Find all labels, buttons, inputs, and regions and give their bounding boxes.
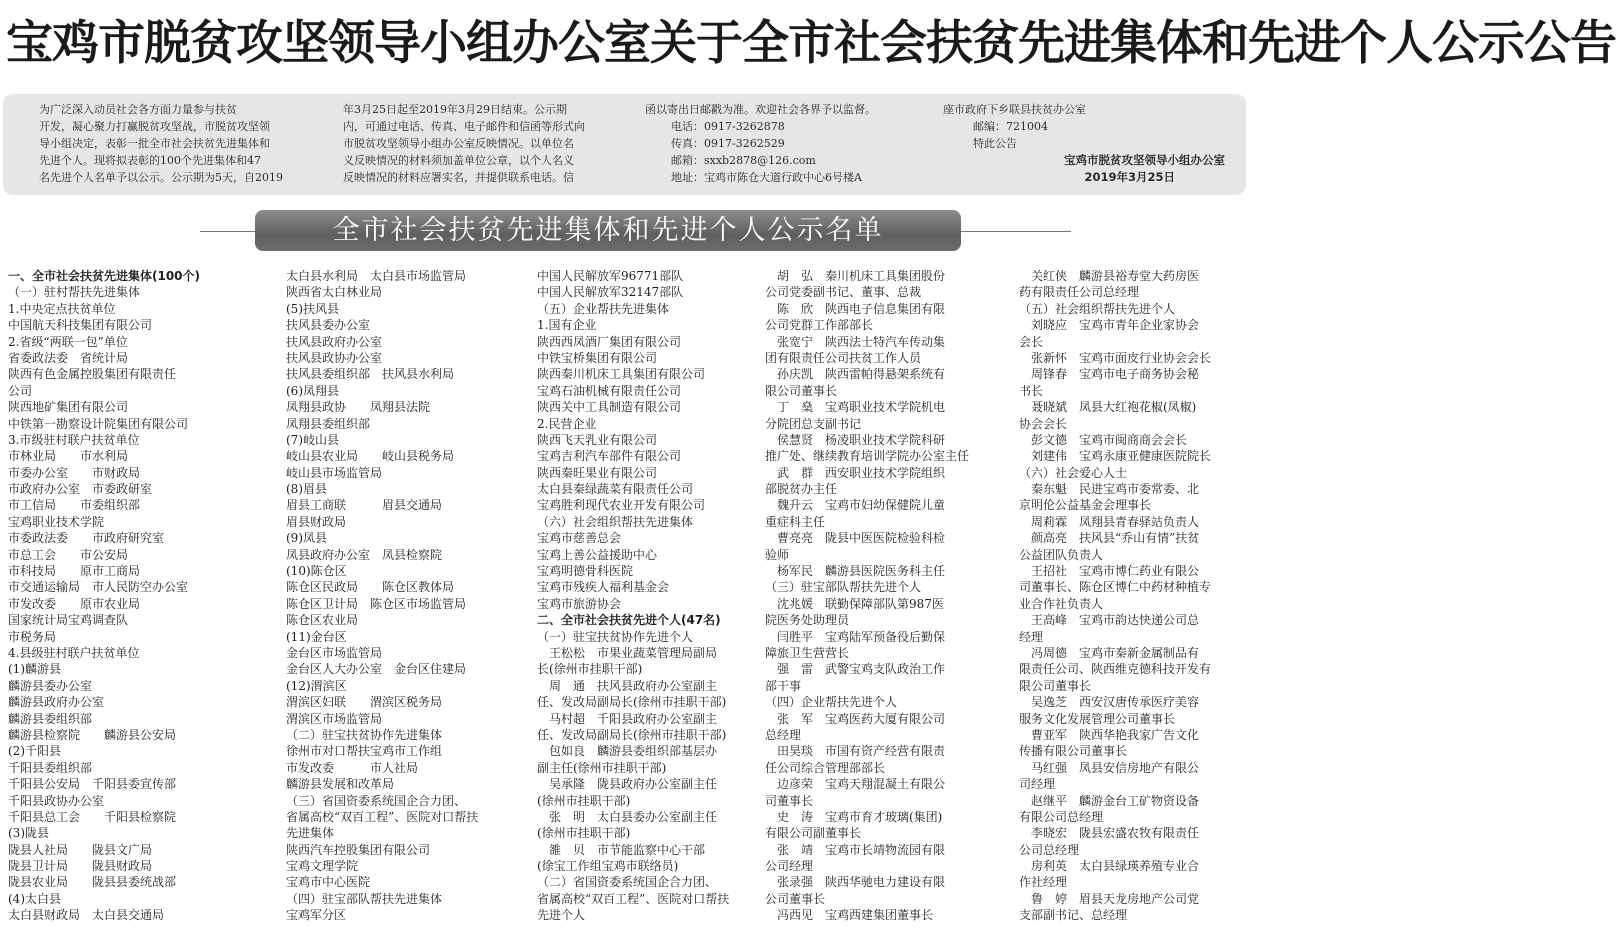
- list-line: 王招社 宝鸡市博仁药业有限公: [1019, 564, 1200, 579]
- notice-closing: 特此公告: [973, 137, 1017, 150]
- list-line: 彭文德 宝鸡市闽商商会会长: [1019, 432, 1188, 447]
- list-line: 张宽宁 陕西法士特汽车传动集: [765, 334, 946, 349]
- list-line: 强 雷 武警宝鸡支队政治工作: [765, 662, 946, 677]
- notice-line: 内，可通过电话、传真、电子邮件和信函等形式向: [343, 120, 585, 133]
- list-column-3: [537, 268, 759, 924]
- list-line: (12)渭滨区: [286, 678, 347, 693]
- list-line: 宝鸡石油机械有限责任公司: [537, 383, 682, 398]
- list-line: 省委政法委 省统计局: [8, 350, 129, 365]
- list-line: (4)太白县: [8, 891, 61, 906]
- list-line: 宝鸡明德骨科医院: [537, 564, 634, 579]
- list-line: 张 明 太白县委办公室副主任: [537, 809, 718, 824]
- list-line: 李晓宏 陇县宏盛农牧有限责任: [1019, 826, 1200, 841]
- list-line: 凤县政府办公室 凤县检察院: [286, 547, 443, 562]
- list-column-1: [8, 268, 258, 924]
- list-line: 王松松 市果业蔬菜管理局副局: [537, 645, 718, 660]
- list-line: 有限公司副董事长: [765, 826, 862, 841]
- list-line: 眉县工商联 眉县交通局: [286, 498, 443, 513]
- list-line: (11)金台区: [286, 629, 347, 644]
- list-line: 关红侠 麟游县裕寿堂大药房医: [1019, 269, 1200, 283]
- notice-signer: 宝鸡市脱贫攻坚领导小组办公室: [1064, 153, 1225, 167]
- list-line: 宝鸡文理学院: [286, 859, 359, 874]
- section-banner: 全市社会扶贫先进集体和先进个人公示名单: [255, 210, 961, 251]
- list-line: 千阳县公安局 千阳县委宣传部: [8, 777, 177, 792]
- section-heading: 二、全市社会扶贫先进个人(47名): [537, 613, 721, 628]
- notice-line: 名先进个人名单予以公示。公示期为5天，自2019: [39, 171, 283, 184]
- list-line: 中国人民解放军96771部队: [537, 269, 684, 283]
- notice-line: 函以寄出日邮戳为准。欢迎社会各界予以监督。: [645, 103, 876, 116]
- list-line: 中国人民解放军32147部队: [537, 285, 684, 300]
- notice-line: 反映情况的材料应署实名，并提供联系电话。信: [343, 171, 574, 184]
- list-line: 1.中央定点扶贫单位: [8, 301, 116, 316]
- list-line: (5)扶风县: [286, 301, 339, 316]
- banner-rule-left: [200, 231, 255, 232]
- list-line: 陕西飞天乳业有限公司: [537, 432, 658, 447]
- list-line: 服务文化发展管理公司董事长: [1019, 711, 1176, 726]
- list-line: 马红强 凤县安信房地产有限公: [1019, 760, 1200, 775]
- list-line: (徐宝工作组宝鸡市联络员): [537, 859, 679, 874]
- notice-col-3: [645, 101, 925, 186]
- list-line: 省属高校“双百工程”、医院对口帮扶: [286, 809, 479, 824]
- list-line: 边彦荣 宝鸡天翔混凝土有限公: [765, 777, 946, 792]
- list-line: 王高峰 宝鸡市韵达快递公司总: [1019, 613, 1200, 628]
- list-line: 部干事: [765, 678, 802, 693]
- notice-col-1: [39, 101, 319, 186]
- section-heading: 一、全市社会扶贫先进集体(100个): [8, 269, 201, 283]
- list-line: 副主任(徐州市挂职干部): [537, 760, 667, 775]
- list-line: 公司总经理: [1019, 842, 1080, 857]
- list-line: 扶风县委办公室: [286, 318, 371, 333]
- list-line: 渭滨区妇联 渭滨区税务局: [286, 695, 443, 710]
- list-line: 司董事长: [765, 793, 814, 808]
- list-line: 市工信局 市委组织部: [8, 498, 141, 513]
- list-line: 太白县财政局 太白县交通局: [8, 908, 165, 923]
- list-line: 宝鸡市残疾人福利基金会: [537, 580, 670, 595]
- list-line: 刘晓应 宝鸡市青年企业家协会: [1019, 318, 1200, 333]
- list-line: 冯周德 宝鸡市秦新金属制品有: [1019, 645, 1200, 660]
- list-line: 中国航天科技集团有限公司: [8, 318, 153, 333]
- list-line: 眉县财政局: [286, 514, 347, 529]
- list-line: 宝鸡上善公益援助中心: [537, 547, 658, 562]
- list-line: 丁 燊 宝鸡职业技术学院机电: [765, 400, 946, 415]
- list-line: （一）驻宝扶贫协作先进个人: [537, 629, 694, 644]
- list-line: 公益团队负责人: [1019, 547, 1104, 562]
- list-line: 限责任公司、陕西维克德科技开发有: [1019, 662, 1212, 677]
- list-line: (徐州市挂职干部): [537, 826, 631, 841]
- list-line: 凤翔县政协 凤翔县法院: [286, 400, 431, 415]
- notice-line: 导小组决定，表彰一批全市社会扶贫先进集体和: [39, 137, 270, 150]
- list-line: 扶风县政府办公室: [286, 334, 383, 349]
- list-line: （一）驻村帮扶先进集体: [8, 285, 141, 300]
- list-line: 徐州市对口帮扶宝鸡市工作组: [286, 744, 443, 759]
- list-line: 千阳县委组织部: [8, 760, 93, 775]
- list-line: 经理: [1019, 629, 1044, 644]
- notice-line: 为广泛深入动员社会各方面力量参与扶贫: [39, 103, 237, 116]
- list-line: 太白县秦绿蔬菜有限责任公司: [537, 482, 694, 497]
- list-line: 陇县人社局 陇县文广局: [8, 842, 153, 857]
- list-line: 颜高亮 扶风县“乔山有情”扶贫: [1019, 531, 1200, 546]
- list-line: 周锋春 宝鸡市电子商务协会秘: [1019, 367, 1200, 382]
- list-line: 公司: [8, 383, 33, 398]
- list-line: 协会会长: [1019, 416, 1068, 431]
- list-line: 长(徐州市挂职干部): [537, 662, 643, 677]
- notice-line: 市脱贫攻坚领导小组办公室反映情况。以单位名: [343, 137, 574, 150]
- list-line: 吴逸芝 西安汉唐传承医疗美容: [1019, 695, 1200, 710]
- list-line: 麟游县委办公室: [8, 678, 93, 693]
- notice-email: 邮箱：sxxb2878@126.com: [671, 154, 816, 167]
- list-line: 市税务局: [8, 629, 57, 644]
- list-line: 3.市级驻村联户扶贫单位: [8, 432, 140, 447]
- list-line: 任、发改局副局长(徐州市挂职干部): [537, 695, 727, 710]
- list-line: 陈 欣 陕西电子信息集团有限: [765, 301, 946, 316]
- list-line: 陕西秦川机床工具集团有限公司: [537, 367, 706, 382]
- list-line: 业合作社负责人: [1019, 596, 1104, 611]
- list-line: 金台区市场监管局: [286, 645, 383, 660]
- list-line: （六）社会组织帮扶先进集体: [537, 514, 694, 529]
- notice-col-2: [343, 101, 623, 186]
- list-line: 先进个人: [537, 908, 586, 923]
- list-line: 太白县水利局 太白县市场监管局: [286, 269, 467, 283]
- list-line: 陕西地矿集团有限公司: [8, 400, 129, 415]
- list-line: 有限公司总经理: [1019, 809, 1104, 824]
- notice-date: 2019年3月25日: [1084, 170, 1175, 184]
- list-line: （三）省国资委系统国企合力团、: [286, 793, 467, 808]
- list-line: 胡 弘 秦川机床工具集团股份: [765, 269, 946, 283]
- list-line: 传播有限公司董事长: [1019, 744, 1128, 759]
- list-line: 障旅卫生营营长: [765, 645, 850, 660]
- notice-address: 地址：宝鸡市陈仓大道行政中心6号楼A: [671, 171, 862, 184]
- list-column-5: [1019, 268, 1249, 924]
- list-line: 陈仓区卫计局 陈仓区市场监管局: [286, 596, 467, 611]
- list-line: 金台区人大办公室 金台区住建局: [286, 662, 467, 677]
- list-line: 市发改委 原市农业局: [8, 596, 141, 611]
- list-line: 总经理: [765, 727, 802, 742]
- list-line: 侯慧贤 杨凌职业技术学院科研: [765, 432, 946, 447]
- list-line: (2)千阳县: [8, 744, 61, 759]
- list-line: 任、发改局副局长(徐州市挂职干部): [537, 727, 727, 742]
- list-line: 聂晓斌 凤县大红袍花椒(凤椒): [1019, 400, 1197, 415]
- list-line: (9)凤县: [286, 531, 327, 546]
- list-line: 闫胜平 宝鸡陆军预备役后勤保: [765, 629, 946, 644]
- list-line: 陕西汽车控股集团有限公司: [286, 842, 431, 857]
- list-line: 宝鸡军分区: [286, 908, 347, 923]
- list-line: 公司党群工作部部长: [765, 318, 874, 333]
- list-line: 赵继平 麟游金台工矿物资设备: [1019, 793, 1200, 808]
- list-line: 宝鸡市中心医院: [286, 875, 371, 890]
- list-line: 市林业局 市水利局: [8, 449, 129, 464]
- list-line: 麟游县检察院 麟游县公安局: [8, 727, 177, 742]
- list-line: 张新怀 宝鸡市面皮行业协会会长: [1019, 350, 1212, 365]
- list-line: (6)凤翔县: [286, 383, 339, 398]
- list-line: 药有限责任公司总经理: [1019, 285, 1140, 300]
- list-line: 魏升云 宝鸡市妇幼保健院儿童: [765, 498, 946, 513]
- list-line: 公司董事长: [765, 891, 826, 906]
- list-line: 麟游县发展和改革局: [286, 777, 395, 792]
- list-line: (徐州市挂职干部): [537, 793, 631, 808]
- list-line: （五）企业帮扶先进集体: [537, 301, 670, 316]
- list-line: 张 靖 宝鸡市长靖物流园有限: [765, 842, 946, 857]
- list-line: 部脱贫办主任: [765, 482, 838, 497]
- list-line: 任公司综合管理部部长: [765, 760, 886, 775]
- list-line: 市发改委 市人社局: [286, 760, 419, 775]
- banner-rule-right: [961, 231, 1071, 232]
- list-line: 重症科主任: [765, 514, 826, 529]
- list-line: 中铁宝桥集团有限公司: [537, 350, 658, 365]
- list-line: 扶风县政协办公室: [286, 350, 383, 365]
- list-line: 渭滨区市场监管局: [286, 711, 383, 726]
- list-line: 曹亚军 陕西华艳我家广告文化: [1019, 727, 1200, 742]
- list-line: 秦东魁 民进宝鸡市委常委、北: [1019, 482, 1200, 497]
- list-line: （二）驻宝扶贫协作先进集体: [286, 727, 443, 742]
- list-line: 张录强 陕西华驰电力建设有限: [765, 875, 946, 890]
- list-line: (3)陇县: [8, 826, 49, 841]
- list-line: 麟游县政府办公室: [8, 695, 105, 710]
- list-line: 雒 贝 市节能监察中心干部: [537, 842, 706, 857]
- list-line: 史 涛 宝鸡市育才玻璃(集团): [765, 809, 943, 824]
- list-line: 市委政法委 市政府研究室: [8, 531, 165, 546]
- list-line: 刘建伟 宝鸡永康亚健康医院院长: [1019, 449, 1212, 464]
- list-line: 岐山县市场监管局: [286, 465, 383, 480]
- list-line: 凤翔县委组织部: [286, 416, 371, 431]
- list-line: 国家统计局宝鸡调查队: [8, 613, 129, 628]
- list-line: 作社经理: [1019, 875, 1068, 890]
- list-line: 千阳县政协办公室: [8, 793, 105, 808]
- list-line: (7)岐山县: [286, 432, 339, 447]
- list-line: 验师: [765, 547, 790, 562]
- list-line: 市政府办公室 市委政研室: [8, 482, 153, 497]
- list-line: 包如良 麟游县委组织部基层办: [537, 744, 718, 759]
- list-line: 限公司董事长: [1019, 678, 1092, 693]
- list-line: 鲁 婷 眉县天龙房地产公司党: [1019, 891, 1200, 906]
- notice-line: 义反映情况的材料须加盖单位公章，以个人名义: [343, 154, 574, 167]
- list-line: 周莉霖 凤翔县青春驿站负责人: [1019, 514, 1200, 529]
- list-line: 京明伦公益基金会理事长: [1019, 498, 1152, 513]
- list-line: 陕西有色金属控股集团有限责任: [8, 367, 177, 382]
- list-line: 宝鸡市旅游协会: [537, 596, 622, 611]
- list-line: 省属高校“双百工程”、医院对口帮扶: [537, 891, 730, 906]
- list-line: 陕西秦旺果业有限公司: [537, 465, 658, 480]
- list-line: 冯西见 宝鸡西建集团董事长: [765, 908, 934, 923]
- list-line: 陈仓区农业局: [286, 613, 359, 628]
- list-line: 吴承隆 陇县政府办公室副主任: [537, 777, 718, 792]
- list-line: 书长: [1019, 383, 1044, 398]
- list-line: 市总工会 市公安局: [8, 547, 129, 562]
- list-line: 马村超 千阳县政府办公室副主: [537, 711, 718, 726]
- list-line: 市科技局 原市工商局: [8, 564, 141, 579]
- list-line: 曹亮亮 陇县中医医院检验科检: [765, 531, 946, 546]
- notice-line: 年3月25日起至2019年3月29日结束。公示期: [343, 103, 567, 116]
- list-line: 司经理: [1019, 777, 1056, 792]
- list-line: 1.国有企业: [537, 318, 597, 333]
- list-line: 陕西关中工具制造有限公司: [537, 400, 682, 415]
- list-line: (1)麟游县: [8, 662, 61, 677]
- list-line: 司董事长、陈仓区博仁中药材种植专: [1019, 580, 1212, 595]
- list-line: 分院团总支副书记: [765, 416, 862, 431]
- list-line: 沈兆媛 联勤保障部队第987医: [765, 596, 944, 611]
- list-line: 宝鸡胜利现代农业开发有限公司: [537, 498, 706, 513]
- list-line: （四）驻宝部队帮扶先进集体: [286, 891, 443, 906]
- list-line: (10)陈仓区: [286, 564, 347, 579]
- list-line: 孙庆凯 陕西雷帕得悬架系统有: [765, 367, 946, 382]
- list-line: 市交通运输局 市人民防空办公室: [8, 580, 189, 595]
- list-line: （二）省国资委系统国企合力团、: [537, 875, 718, 890]
- notice-fax: 传真：0917-3262529: [671, 137, 785, 150]
- list-line: 公司经理: [765, 859, 814, 874]
- list-line: 扶风县委组织部 扶风县水利局: [286, 367, 455, 382]
- list-line: 推广处、继续教育培训学院办公室主任: [765, 449, 970, 464]
- list-line: 杨军民 麟游县医院医务科主任: [765, 564, 946, 579]
- list-line: 岐山县农业局 岐山县税务局: [286, 449, 455, 464]
- list-line: 公司党委副书记、董事、总裁: [765, 285, 922, 300]
- list-line: 张 军 宝鸡医药大厦有限公司: [765, 711, 946, 726]
- notice-line: 开发，凝心聚力打赢脱贫攻坚战，市脱贫攻坚领: [39, 120, 270, 133]
- list-line: 限公司董事长: [765, 383, 838, 398]
- list-line: 陕西省太白林业局: [286, 285, 383, 300]
- list-line: 田昊琰 市国有资产经营有限责: [765, 744, 946, 759]
- list-line: 麟游县委组织部: [8, 711, 93, 726]
- list-line: 先进集体: [286, 826, 335, 841]
- page-headline: 宝鸡市脱贫攻坚领导小组办公室关于全市社会扶贫先进集体和先进个人公示公告: [6, 16, 1616, 71]
- list-line: 团有限责任公司扶贫工作人员: [765, 350, 922, 365]
- list-line: (8)眉县: [286, 482, 327, 497]
- list-line: （四）企业帮扶先进个人: [765, 695, 898, 710]
- list-line: 宝鸡吉利汽车部件有限公司: [537, 449, 682, 464]
- list-line: 陕西西凤酒厂集团有限公司: [537, 334, 682, 349]
- notice-postcode: 邮编：721004: [973, 120, 1048, 133]
- notice-box: [3, 94, 1246, 195]
- list-column-2: [286, 268, 526, 924]
- list-line: （五）社会组织帮扶先进个人: [1019, 301, 1176, 316]
- notice-col-4: [943, 101, 1233, 186]
- list-line: 宝鸡职业技术学院: [8, 514, 105, 529]
- notice-phone: 电话：0917-3262878: [671, 120, 785, 133]
- list-line: （三）驻宝部队帮扶先进个人: [765, 580, 922, 595]
- list-line: （六）社会爱心人士: [1019, 465, 1128, 480]
- list-line: 千阳县总工会 千阳县检察院: [8, 809, 177, 824]
- notice-line: 先进个人。现将拟表彰的100个先进集体和47: [39, 154, 261, 167]
- list-line: 房利英 太白县绿瑛养殖专业合: [1019, 859, 1200, 874]
- list-line: 陇县卫计局 陇县财政局: [8, 859, 153, 874]
- list-line: 2.省级“两联一包”单位: [8, 334, 128, 349]
- list-line: 2.民营企业: [537, 416, 597, 431]
- list-line: 4.县级驻村联户扶贫单位: [8, 645, 140, 660]
- list-line: 支部副书记、总经理: [1019, 908, 1128, 923]
- list-line: 周 通 扶风县政府办公室副主: [537, 678, 718, 693]
- list-line: 陈仓区民政局 陈仓区教体局: [286, 580, 455, 595]
- list-column-4: [765, 268, 1003, 924]
- list-line: 陇县农业局 陇县县委统战部: [8, 875, 177, 890]
- list-line: 武 群 西安职业技术学院组织: [765, 465, 946, 480]
- list-line: 院医务处助理员: [765, 613, 850, 628]
- list-line: 市委办公室 市财政局: [8, 465, 141, 480]
- list-line: 中铁第一勘察设计院集团有限公司: [8, 416, 189, 431]
- list-line: 宝鸡市慈善总会: [537, 531, 622, 546]
- list-line: 会长: [1019, 334, 1044, 349]
- notice-line: 座市政府下乡联县扶贫办公室: [943, 103, 1086, 116]
